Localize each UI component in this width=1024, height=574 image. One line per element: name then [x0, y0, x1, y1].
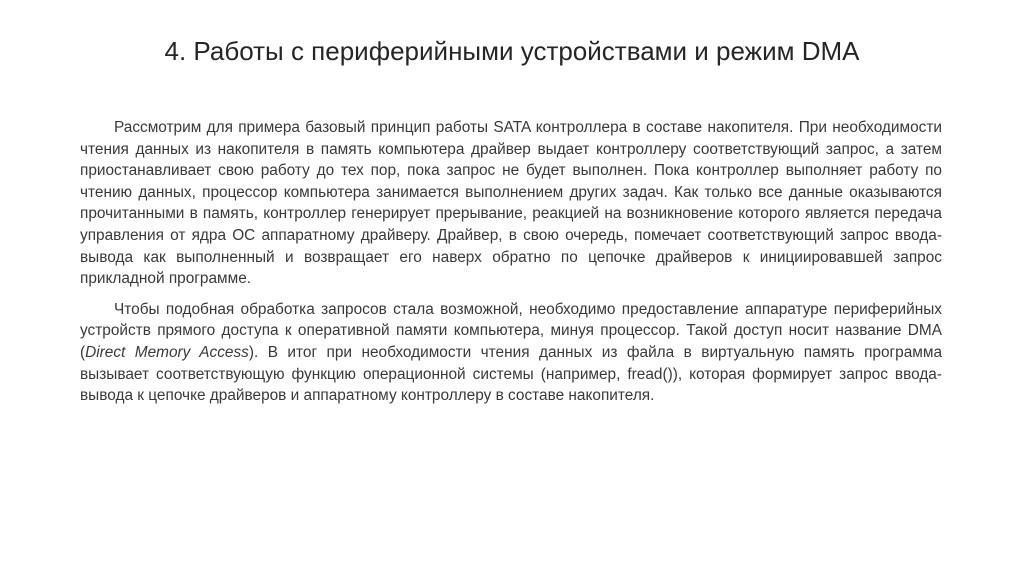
slide-title: 4. Работы с периферийными устройствами и режим DMA: [164, 36, 860, 66]
paragraph-dma-italic-term: Direct Memory Access: [85, 343, 249, 361]
slide-body: [80, 117, 942, 416]
paragraph-sata-controller: Рассмотрим для примера базовый принцип работы SATA контроллера в составе накопителя. При необходимости чтения данных из накопителя в память компьютера драйвер выдает контроллеру соответствующий запрос, а затем приостанавливает свою работу до тех пор, пока запрос не будет выполнен. Пока контроллер выполняет работу по чтению данных, процессор компьютера занимается выполнением других задач. Как только все данные оказываются прочитанными в память, контроллер генерирует прерывание, реакцией на возникновение которого является передача управления от ядра ОС аппаратному драйверу. Драйвер, в свою очередь, помечает соответствующий запрос ввода-вывода как выполненный и возвращает его наверх обратно по цепочке драйверов к инициировавшей запрос прикладной программе.: [80, 119, 942, 288]
paragraph-dma-text-1: Чтобы подобная обработка запросов стала возможной, необходимо предоставление аппаратуре периферийных устройств прямого доступа к оперативной памяти компьютера, минуя процессор. Такой доступ носит название DMA (: [80, 300, 942, 361]
paragraph-dma-text-2: ). В итог при необходимости чтения данных из файла в виртуальную память программа вызывает соответствующую функцию операционной системы (например, fread()), которая формирует запрос ввода-вывода к цепочке драйверов и аппаратному контроллеру в составе накопителя.: [80, 343, 943, 405]
paragraph-dma: [80, 299, 942, 407]
